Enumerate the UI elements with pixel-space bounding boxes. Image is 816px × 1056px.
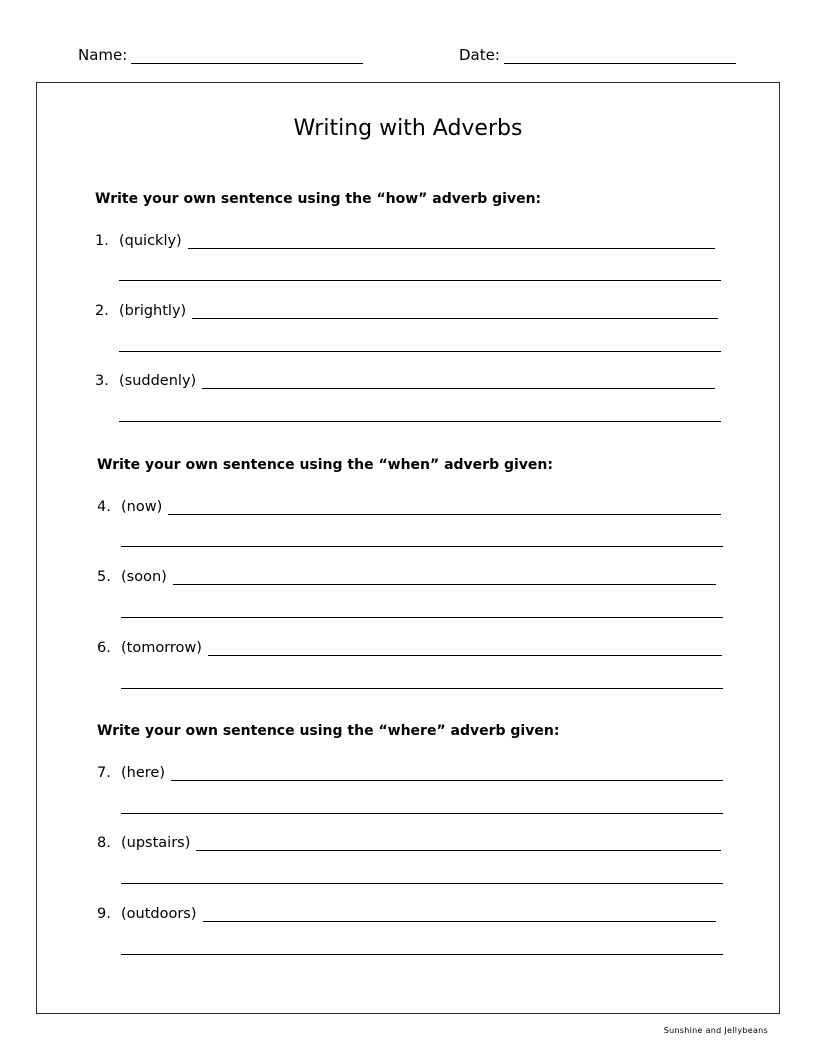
adverb-word: (now) [121,499,163,515]
answer-line-continued[interactable] [121,813,723,814]
date-line[interactable] [504,47,736,64]
item-number: 9. [97,906,111,922]
item-number: 6. [97,640,111,656]
adverb-word: (soon) [121,569,167,585]
section-heading-where: Write your own sentence using the “where” adverb given: [97,723,560,739]
answer-line-continued[interactable] [119,280,721,281]
adverb-word: (quickly) [119,233,182,249]
answer-line[interactable] [173,570,716,585]
answer-item-8[interactable] [97,835,721,851]
answer-line[interactable] [202,374,715,389]
item-number: 1. [95,233,109,249]
answer-item-4[interactable] [97,499,721,515]
name-label: Name: [78,46,128,64]
answer-line-continued[interactable] [121,546,723,547]
adverb-word: (upstairs) [121,835,191,851]
page-title: Writing with Adverbs [293,116,523,141]
date-label: Date: [459,46,500,64]
answer-item-2[interactable] [95,303,718,319]
answer-item-9[interactable] [97,906,716,922]
answer-line[interactable] [188,234,715,249]
answer-item-7[interactable] [97,765,723,781]
answer-line-continued[interactable] [121,954,723,955]
footer-credit: Sunshine and Jellybeans [663,1026,768,1035]
answer-line-continued[interactable] [119,421,721,422]
answer-item-6[interactable] [97,640,722,656]
worksheet-header [78,46,740,70]
item-number: 3. [95,373,109,389]
answer-line-continued[interactable] [121,883,723,884]
section-heading-how: Write your own sentence using the “how” adverb given: [95,191,542,207]
name-field[interactable] [78,46,363,64]
item-number: 8. [97,835,111,851]
item-number: 5. [97,569,111,585]
item-number: 7. [97,765,111,781]
adverb-word: (tomorrow) [121,640,202,656]
answer-line[interactable] [203,907,716,922]
adverb-word: (suddenly) [119,373,197,389]
answer-line-continued[interactable] [121,688,723,689]
answer-line-continued[interactable] [121,617,723,618]
answer-line-continued[interactable] [119,351,721,352]
answer-line[interactable] [192,304,718,319]
answer-line[interactable] [208,641,722,656]
answer-line[interactable] [168,500,721,515]
adverb-word: (outdoors) [121,906,197,922]
adverb-word: (here) [121,765,165,781]
section-heading-when: Write your own sentence using the “when” adverb given: [97,457,553,473]
date-field[interactable] [459,46,736,64]
worksheet-frame [36,82,780,1014]
answer-line[interactable] [196,836,721,851]
answer-item-5[interactable] [97,569,716,585]
adverb-word: (brightly) [119,303,187,319]
answer-line[interactable] [171,766,723,781]
name-line[interactable] [131,47,363,64]
answer-item-1[interactable] [95,233,715,249]
item-number: 2. [95,303,109,319]
item-number: 4. [97,499,111,515]
answer-item-3[interactable] [95,373,715,389]
